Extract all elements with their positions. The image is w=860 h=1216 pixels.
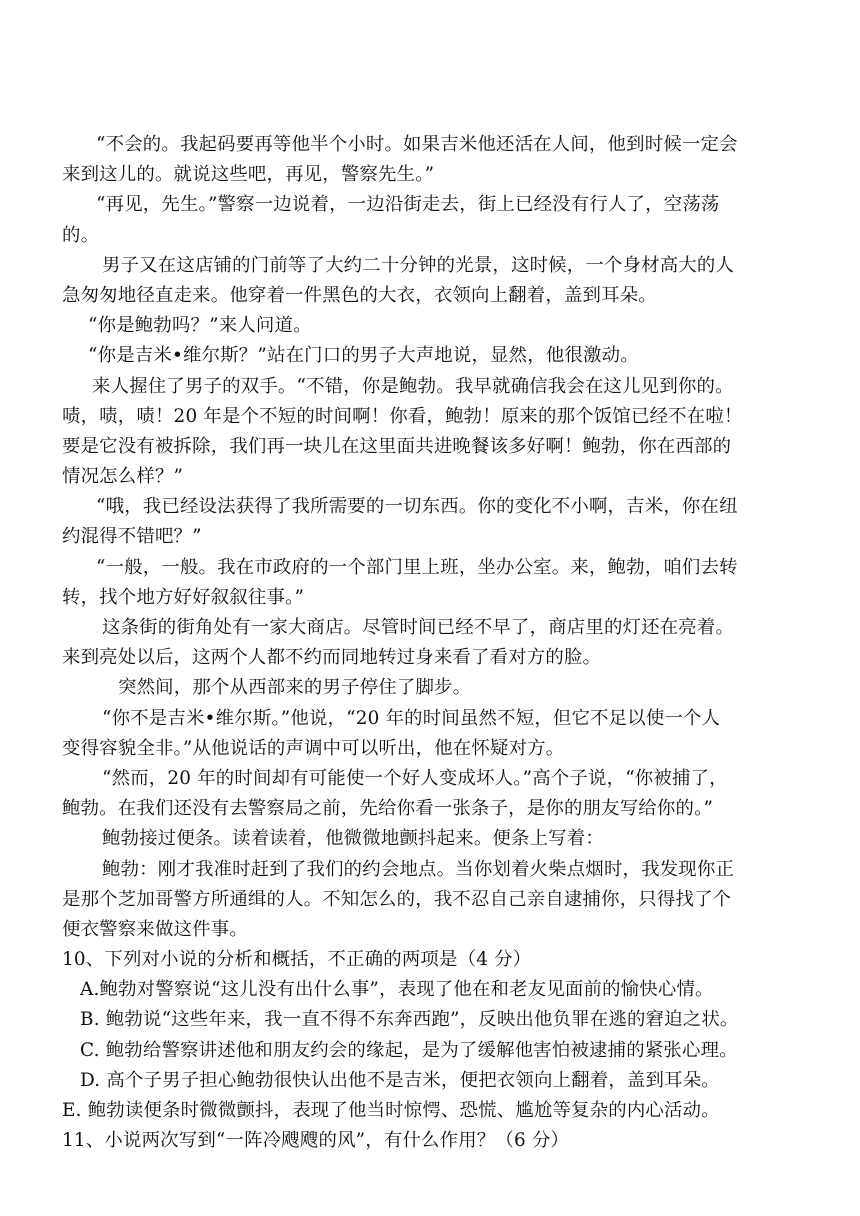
question-10: 10、下列对小说的分析和概括，不正确的两项是（4 分） (62, 949, 532, 971)
text-line: 要是它没有被拆除，我们再一块儿在这里面共进晚餐该多好啊！鲍勃，你在西部的 (62, 435, 732, 457)
text-line: 便衣警察来做这件事。 (62, 918, 248, 940)
text-line: 来到这儿的。就说这些吧，再见，警察先生。” (62, 164, 435, 186)
text-line: “你是鲍勃吗？”来人问道。 (88, 315, 312, 337)
option-a: A.鲍勃对警察说“这儿没有出什么事”，表现了他在和老友见面前的愉快心情。 (80, 979, 714, 1001)
text-line: 变得容貌全非。”从他说话的声调中可以听出，他在怀疑对方。 (62, 737, 565, 759)
text-line: 来人握住了男子的双手。“不错，你是鲍勃。我早就确信我会在这儿见到你的。 (92, 375, 734, 397)
text-line: 转，找个地方好好叙叙往事。” (62, 586, 305, 608)
option-e: E. 鲍勃读便条时微微颤抖，表现了他当时惊愕、恐慌、尴尬等复杂的内心活动。 (62, 1100, 720, 1121)
text-line: 鲍勃：刚才我准时赶到了我们的约会地点。当你划着火柴点烟时，我发现你正 (102, 858, 735, 880)
text-line: “不会的。我起码要再等他半个小时。如果吉米他还活在人间，他到时候一定会 (96, 134, 738, 155)
text-line: 啧，啧，啧！20 年是个不短的时间啊！你看，鲍勃！原来的那个饭馆已经不在啦！ (62, 405, 743, 427)
text-line: 鲍勃接过便条。读着读着，他微微地颤抖起来。便条上写着： (102, 828, 604, 850)
text-line: “再见，先生。”警察一边说着，一边沿街走去，街上已经没有行人了，空荡荡 (96, 194, 720, 216)
text-line: “哦，我已经设法获得了我所需要的一切东西。你的变化不小啊，吉米，你在纽 (96, 496, 738, 518)
document-page (62, 130, 802, 1156)
option-c: C. 鲍勃给警察讲述他和朋友约会的缘起，是为了缓解他害怕被逮捕的紧张心理。 (80, 1039, 738, 1061)
text-line: 是那个芝加哥警方所通缉的人。不知怎么的，我不忍自己亲自逮捕你，只得找了个 (62, 888, 732, 910)
text-line: 突然间，那个从西部来的男子停住了脚步。 (118, 677, 472, 699)
text-line: 的。 (62, 224, 100, 246)
text-line: “你是吉米•维尔斯？”站在门口的男子大声地说，显然，他很激动。 (88, 345, 639, 367)
text-line: 这条街的街角处有一家大商店。尽管时间已经不早了，商店里的灯还在亮着。 (102, 617, 735, 638)
text-line: 约混得不错吧？” (62, 526, 202, 548)
option-b: B. 鲍勃说“这些年来，我一直不得不东奔西跑”，反映出他负罪在逃的窘迫之状。 (80, 1009, 739, 1031)
text-line: “你不是吉米•维尔斯。”他说，“20 年的时间虽然不短，但它不足以使一个人 (102, 707, 721, 729)
question-11: 11、小说两次写到“一阵冷飕飕的风”，有什么作用？（6 分） (62, 1130, 570, 1152)
option-d: D. 高个子男子担心鲍勃很快认出他不是吉米，便把衣领向上翻着，盖到耳朵。 (80, 1069, 720, 1091)
text-line: 来到亮处以后，这两个人都不约而同地转过身来看了看对方的脸。 (62, 647, 602, 669)
text-line: 急匆匆地径直走来。他穿着一件黑色的大衣，衣领向上翻着，盖到耳朵。 (62, 284, 657, 306)
text-line: 鲍勃。在我们还没有去警察局之前，先给你看一张条子，是你的朋友写给你的。” (62, 798, 714, 820)
text-line: 情况怎么样？” (62, 466, 184, 488)
text-line: 男子又在这店铺的门前等了大约二十分钟的光景，这时候，一个身材高大的人 (102, 254, 735, 276)
text-line: “一般，一般。我在市政府的一个部门里上班，坐办公室。来，鲍勃，咱们去转 (96, 556, 738, 578)
text-line: “然而，20 年的时间却有可能使一个好人变成坏人。”高个子说，“你被捕了， (102, 767, 728, 789)
